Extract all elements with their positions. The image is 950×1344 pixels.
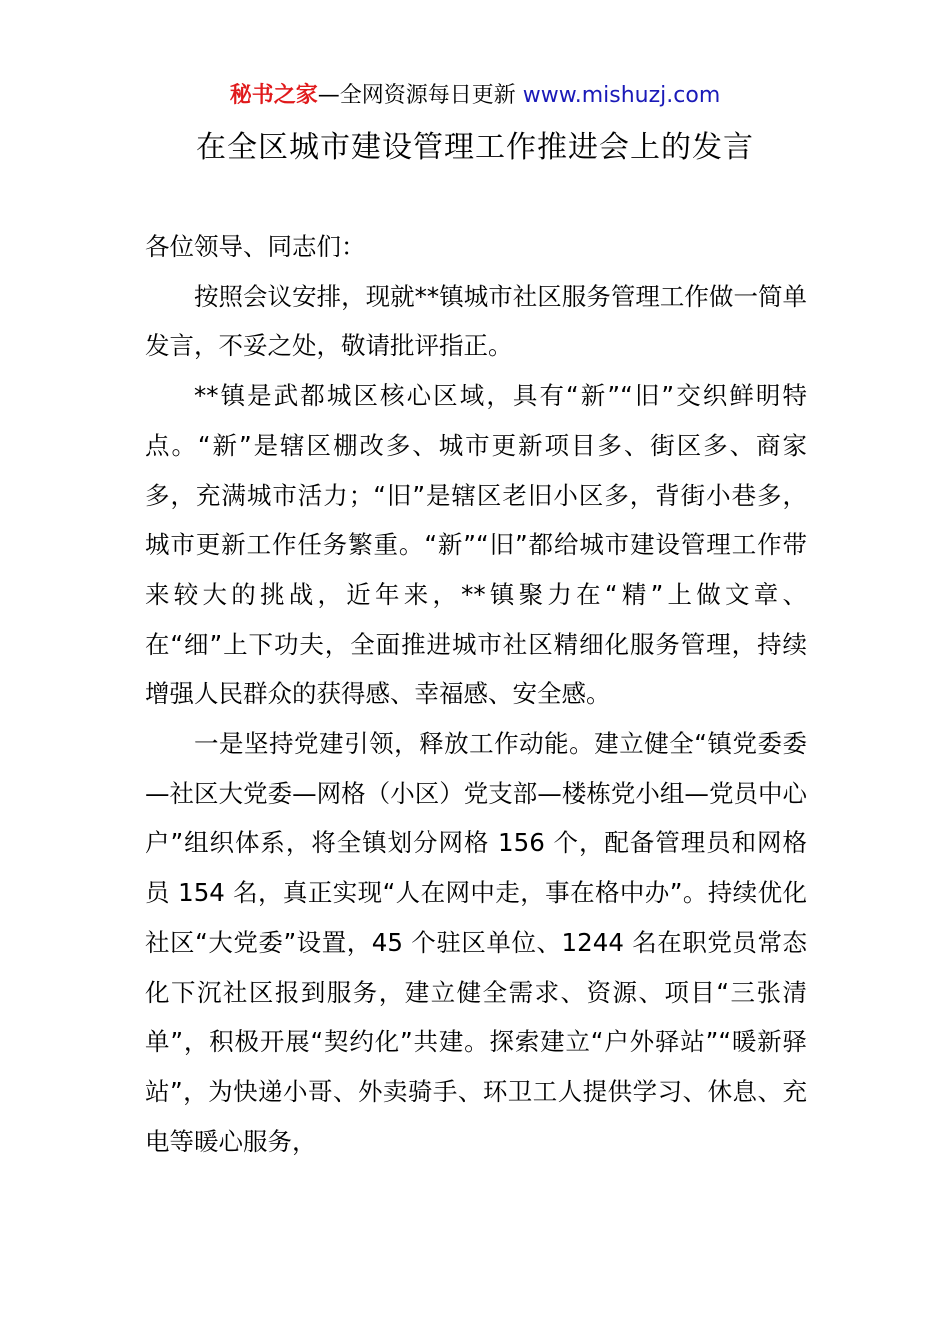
site-tagline: —全网资源每日更新 (317, 83, 516, 108)
site-header (0, 80, 950, 112)
document-title: 在全区城市建设管理工作推进会上的发言 (196, 130, 754, 165)
salutation: 各位领导、同志们： (145, 232, 366, 261)
site-url-link[interactable]: www.mishuzj.com (522, 83, 721, 108)
document-body (145, 222, 807, 1166)
site-brand: 秘书之家 (229, 83, 318, 108)
paragraph-party-building: 一是坚持党建引领，释放工作动能。建立健全“镇党委委—社区大党委—网格（小区）党支部—楼栋党小组—党员中心户”组织体系，将全镇划分网格 156 个，配备管理员和网格员 154 名，真正实现“人在网中走，事在格中办”。持续优化社区“大党委”设置，45 个驻区单位、1244 名在职党员常态化下沉社区报到服务，建立健全需求、资源、项目“三张清单”，积极开展“契约化”共建。探索建立“户外驿站”“暖新驿站”，为快递小哥、外卖骑手、环卫工人提供学习、休息、充电等暖心服务， (145, 729, 807, 1156)
paragraph-intro: 按照会议安排，现就**镇城市社区服务管理工作做一简单发言，不妥之处，敬请批评指正。 (145, 281, 807, 361)
paragraph-background: **镇是武都城区核心区域，具有“新”“旧”交织鲜明特点。“新”是辖区棚改多、城市更新项目多、街区多、商家多，充满城市活力；“旧”是辖区老旧小区多，背街小巷多，城市更新工作任务繁重。“新”“旧”都给城市建设管理工作带来较大的挑战，近年来，**镇聚力在“精”上做文章、在“细”上下功夫，全面推进城市社区精细化服务管理，持续增强人民群众的获得感、幸福感、安全感。 (145, 381, 807, 709)
